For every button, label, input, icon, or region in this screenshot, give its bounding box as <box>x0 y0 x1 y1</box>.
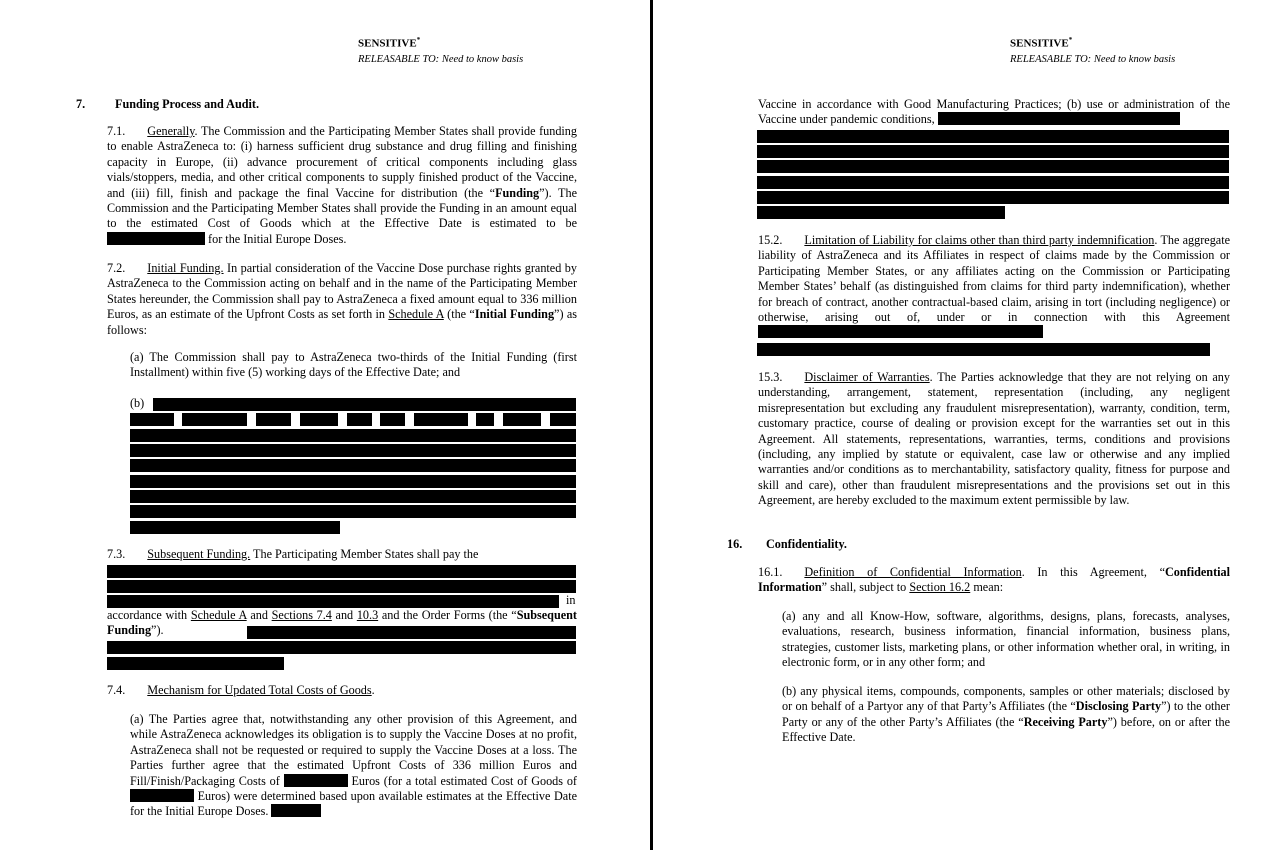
clause-number: 16.1. <box>758 565 783 579</box>
clause-heading: Limitation of Liability for claims other than third party indemnification <box>804 233 1155 247</box>
clause-heading: Definition of Confidential Information <box>804 565 1022 579</box>
clause-15-2: 15.2. Limitation of Liability for claims other than third party indemnification. The aggregate liability of AstraZeneca and its Affiliates in respect of claims made by the Commission or Participating Member States, or any affiliates acting on the Commission or Participating Member States’ behalf (as distinguished from claims for third party indemnification), whether for breach of contract, another contractual-based claim, arising in tort (including negligence) or otherwise, arising out of, under or in connection with this Agreement <box>758 233 1230 341</box>
clause-7-1: 7.1. Generally. The Commission and the Participating Member States shall provide funding to enable AstraZeneca to: (i) harness sufficient drug substance and drug filling and finishing capacity in Europe, (ii) advance procurement of critical components including glass vials/stoppers, media, and other critical components to supply finished product of the Vaccine, and (iii) fill, finish and package the final Vaccine for distribution (the “Funding”). The Commission and the Participating Member States shall provide the Funding in an amount equal to the estimated Cost of Goods which at the Effective Date is estimated to be for the Initial Europe Doses. <box>107 124 577 246</box>
redaction <box>757 343 1210 356</box>
clause-7-2: 7.2. Initial Funding. In partial consideration of the Vaccine Dose purchase rights granted by AstraZeneca to the Commission acting on behalf and in the name of the Participating Member States hereunder, the Commission shall pay to AstraZeneca a fixed amount equal to 336 million Euros, as an estimate of the Upfront Costs as set forth in Schedule A (the “Initial Funding”) as follows: <box>107 261 578 337</box>
footnote-marker: * <box>1068 36 1073 44</box>
defined-term: Initial Funding <box>474 307 555 322</box>
section-16-2-reference[interactable]: Section 16.2 <box>909 580 971 595</box>
schedule-a-reference[interactable]: Schedule A <box>190 608 247 622</box>
clause-7-4-a: (a) The Parties agree that, notwithstanding any other provision of this Agreement, and while AstraZeneca acknowledges its obligation is to supply the Vaccine Doses at no profit, AstraZeneca shall not be requested or required to supply the Vaccine Doses at a loss. The Parties further agree that the estimated Upfront Costs of 336 million Euros and Fill/Finish/Packaging Costs of Euros (for a total estimated Cost of Goods of Euros) were determined based upon available estimates at the Effective Date for the Initial Europe Doses. <box>130 712 577 819</box>
clause-15-3: 15.3. Disclaimer of Warranties. The Parties acknowledge that they are not relying on any understanding, arrangement, statement, representation (including, any negligent misrepresentation but excluding any fraudulent misrepresentation), warranty, condition, term, customary practice, course of dealing or provision except for the warranties set out in this Agreement. All statements, representations, warranties, terms, conditions and provisions (including, any implied by statute or equivalent, case law or otherwise and any implied warranties and/or conditions as to merchantability, satisfactory quality, fitness for purpose and skill and care), other than fraudulent misrepresentations and the provisions set out in this Agreement, are hereby excluded to the maximum extent permissible by law. <box>758 370 1230 508</box>
section-7-title: Funding Process and Audit. <box>115 97 260 111</box>
clause-heading: Subsequent Funding. <box>147 547 251 561</box>
section-7-number: 7. <box>76 97 86 111</box>
redaction <box>130 789 194 802</box>
sensitive-label: SENSITIVE <box>358 37 417 50</box>
clause-16-1-a: (a) any and all Know-How, software, algorithms, designs, plans, forecasts, analyses, evaluations, research, business information, financial information, business plans, strategies, customer lists, marketing plans, or other information whether oral, in writing, in electronic form, or in any other form; and <box>782 609 1230 670</box>
clause-heading: Generally <box>147 124 195 138</box>
page-header <box>1010 33 1175 67</box>
clause-7-3: 7.3. Subsequent Funding. The Participating Member States shall pay the <box>107 547 479 561</box>
section-10-3-reference[interactable]: 10.3 <box>356 608 379 622</box>
clause-number: 7.2. <box>107 261 126 275</box>
clause-7-3-in: in <box>566 593 576 607</box>
footnote-marker: * <box>416 36 421 44</box>
clause-number: 15.2. <box>758 233 783 247</box>
clause-heading: Disclaimer of Warranties <box>804 370 930 384</box>
section-16-title: Confidentiality. <box>766 537 847 551</box>
clause-number: 7.1. <box>107 124 126 138</box>
clause-heading: Initial Funding. <box>147 261 224 275</box>
clause-7-4: 7.4. Mechanism for Updated Total Costs of Goods. <box>107 683 375 697</box>
releasable-label: RELEASABLE TO: <box>1010 53 1092 65</box>
right-page <box>653 0 1275 850</box>
clause-number: 7.4. <box>107 683 126 697</box>
clause-7-2-b-label: (b) <box>130 396 145 410</box>
clause-heading: Mechanism for Updated Total Costs of Goods <box>147 683 372 697</box>
clause-7-2-a: (a) The Commission shall pay to AstraZeneca two-thirds of the Initial Funding (first Installment) within five (5) working days of the Effective Date; and <box>130 350 577 380</box>
clause-number: 15.3. <box>758 370 783 384</box>
redaction <box>107 232 205 245</box>
section-7-4-reference[interactable]: Sections 7.4 <box>271 608 332 622</box>
clause-7-3-cont: accordance with Schedule A and Sections 7.4 and 10.3 and the Order Forms (the “Subsequent Funding”). <box>107 608 577 638</box>
defined-term: Subsequent Funding <box>107 608 577 638</box>
defined-term: Confidential Information <box>758 565 1230 595</box>
clause-number: 7.3. <box>107 547 126 561</box>
clause-15-1-continued: Vaccine in accordance with Good Manufacturing Practices; (b) use or administration of the Vaccine under pandemic conditions, <box>758 97 1230 127</box>
schedule-a-reference[interactable]: Schedule A <box>388 307 444 322</box>
redaction <box>758 325 1043 338</box>
clause-16-1: 16.1. Definition of Confidential Information. In this Agreement, “Confidential Information” shall, subject to Section 16.2 mean: <box>758 565 1230 595</box>
clause-16-1-b: (b) any physical items, compounds, components, samples or other materials; disclosed by or on behalf of a Partyor any of that Party’s Affiliates (the “Disclosing Party”) to the other Party or any of the other Party’s Affiliates (the “Receiving Party”) before, on or after the Effective Date. <box>782 684 1230 745</box>
redaction <box>271 804 321 817</box>
releasable-label: RELEASABLE TO: <box>358 53 440 65</box>
releasable-value: Need to know basis <box>441 53 524 65</box>
redaction <box>938 112 1180 125</box>
releasable-value: Need to know basis <box>1093 53 1176 65</box>
defined-term: Funding <box>495 185 540 200</box>
sensitive-label: SENSITIVE <box>1010 37 1069 50</box>
redaction <box>284 774 348 787</box>
defined-term: Receiving Party <box>1023 714 1108 729</box>
section-16-number: 16. <box>727 537 743 551</box>
defined-term: Disclosing Party <box>1075 699 1162 714</box>
page-header <box>358 33 523 67</box>
